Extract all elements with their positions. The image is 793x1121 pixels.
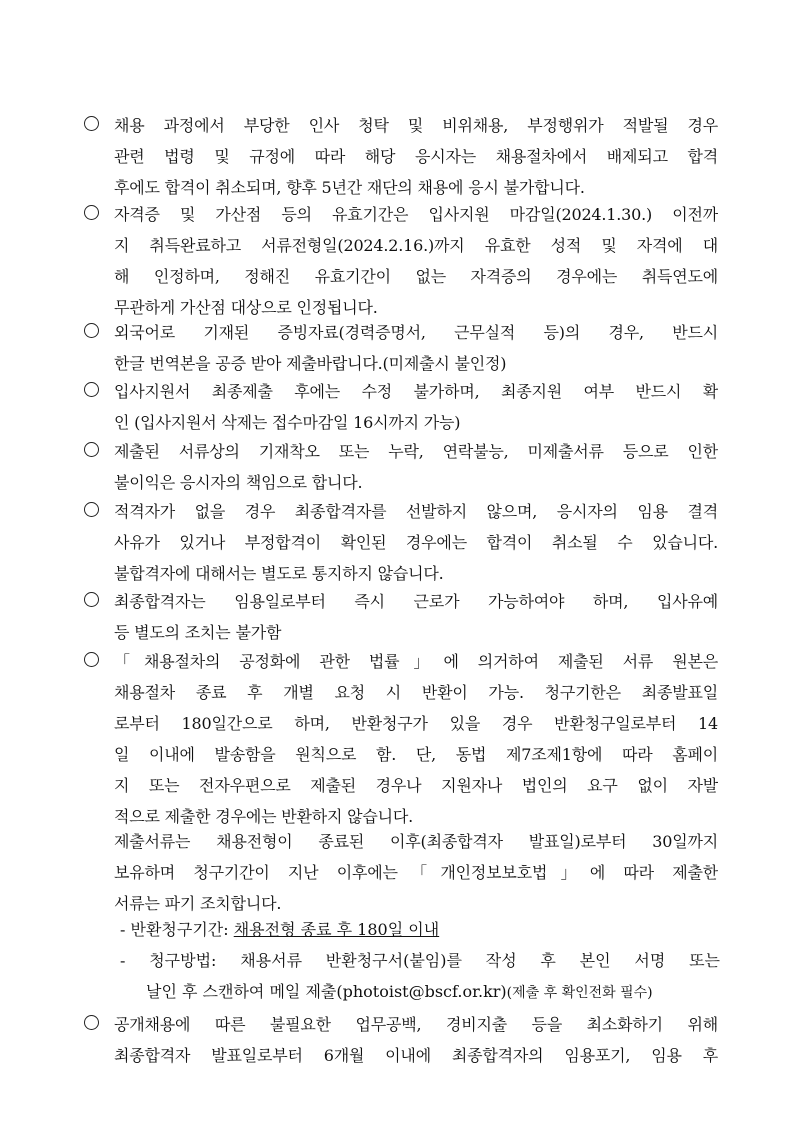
circle-bullet-icon	[84, 652, 99, 667]
return-period-label: - 반환청구기간:	[120, 920, 234, 939]
circle-bullet-icon	[84, 502, 99, 517]
circle-bullet-icon	[84, 442, 99, 457]
retention-paragraph-line: 제출서류는 채용전형이 종료된 이후(최종합격자 발표일)로부터 30일까지	[114, 832, 718, 851]
request-method-line-2	[146, 976, 746, 1007]
return-period-value: 채용전형 종료 후 180일 이내	[233, 920, 440, 939]
circle-bullet-icon	[84, 323, 99, 338]
circle-bullet-icon	[84, 1015, 99, 1030]
request-method-text: - 청구방법: 채용서류 반환청구서(붙임)를 작성 후 본인 서명 또는	[120, 951, 720, 970]
text-line: 일 이내에 발송함을 원칙으로 함. 단, 동법 제7조제1항에 따라 홈페이	[114, 745, 718, 764]
circle-bullet-icon	[84, 116, 99, 131]
text-line: 불합격자에 대해서는 별도로 통지하지 않습니다.	[114, 564, 444, 583]
text-line: 공개채용에 따른 불필요한 업무공백, 경비지출 등을 최소화하기 위해	[114, 1015, 718, 1034]
text-line: 외국어로 기재된 증빙자료(경력증명서, 근무실적 등)의 경우, 반드시	[114, 323, 718, 342]
text-line: 「채용절차의 공정화에 관한 법률」에 의거하여 제출된 서류 원본은	[114, 652, 718, 671]
text-line: 지 취득완료하고 서류전형일(2024.2.16.)까지 유효한 성적 및 자격에 대	[114, 236, 718, 255]
text-line: 로부터 180일간으로 하며, 반환청구가 있을 경우 반환청구일로부터 14	[114, 714, 718, 733]
request-method-line	[120, 945, 720, 976]
text-line: 제출된 서류상의 기재착오 또는 누락, 연락불능, 미제출서류 등으로 인한	[114, 442, 718, 461]
text-line: 무관하게 가산점 대상으로 인정됩니다.	[114, 298, 378, 317]
text-line: 불이익은 응시자의 책임으로 합니다.	[114, 473, 363, 492]
text-line: 관련 법령 및 규정에 따라 해당 응시자는 채용절차에서 배제되고 합격	[114, 147, 718, 166]
retention-paragraph-line: 보유하며 청구기간이 지난 이후에는「개인정보보호법」에 따라 제출한	[114, 863, 718, 882]
circle-bullet-icon	[84, 382, 99, 397]
text-line: 사유가 있거나 부정합격이 확인된 경우에는 합격이 취소될 수 있습니다.	[114, 533, 718, 552]
request-method-email: 날인 후 스캔하여 메일 제출(photoist@bscf.or.kr)	[146, 982, 507, 1001]
text-line: 최종합격자는 임용일로부터 즉시 근로가 가능하여야 하며, 입사유예	[114, 592, 718, 611]
text-line: 최종합격자 발표일로부터 6개월 이내에 최종합격자의 임용포기, 임용 후	[114, 1046, 718, 1065]
text-line: 채용절차 종료 후 개별 요청 시 반환이 가능. 청구기한은 최종발표일	[114, 683, 718, 702]
text-line: 적격자가 없을 경우 최종합격자를 선발하지 않으며, 응시자의 임용 결격	[114, 502, 718, 521]
circle-bullet-icon	[84, 592, 99, 607]
text-line: 한글 번역본을 공증 받아 제출바랍니다.(미제출시 불인정)	[114, 354, 507, 373]
return-period-line	[120, 914, 720, 945]
text-line: 입사지원서 최종제출 후에는 수정 불가하며, 최종지원 여부 반드시 확	[114, 382, 718, 401]
text-line: 채용 과정에서 부당한 인사 청탁 및 비위채용, 부정행위가 적발될 경우	[114, 116, 718, 135]
text-line: 등 별도의 조치는 불가함	[114, 623, 282, 642]
retention-paragraph-line: 서류는 파기 조치합니다.	[114, 894, 282, 913]
text-line: 후에도 합격이 취소되며, 향후 5년간 재단의 채용에 응시 불가합니다.	[114, 178, 585, 197]
text-line: 인 (입사지원서 삭제는 접수마감일 16시까지 가능)	[114, 413, 461, 432]
text-line: 적으로 제출한 경우에는 반환하지 않습니다.	[114, 807, 414, 826]
request-method-note: (제출 후 확인전화 필수)	[506, 985, 653, 1001]
text-line: 해 인정하며, 정해진 유효기간이 없는 자격증의 경우에는 취득연도에	[114, 267, 718, 286]
text-line: 자격증 및 가산점 등의 유효기간은 입사지원 마감일(2024.1.30.) 이전까	[114, 205, 718, 224]
circle-bullet-icon	[84, 205, 99, 220]
text-line: 지 또는 전자우편으로 제출된 경우나 지원자나 법인의 요구 없이 자발	[114, 776, 718, 795]
